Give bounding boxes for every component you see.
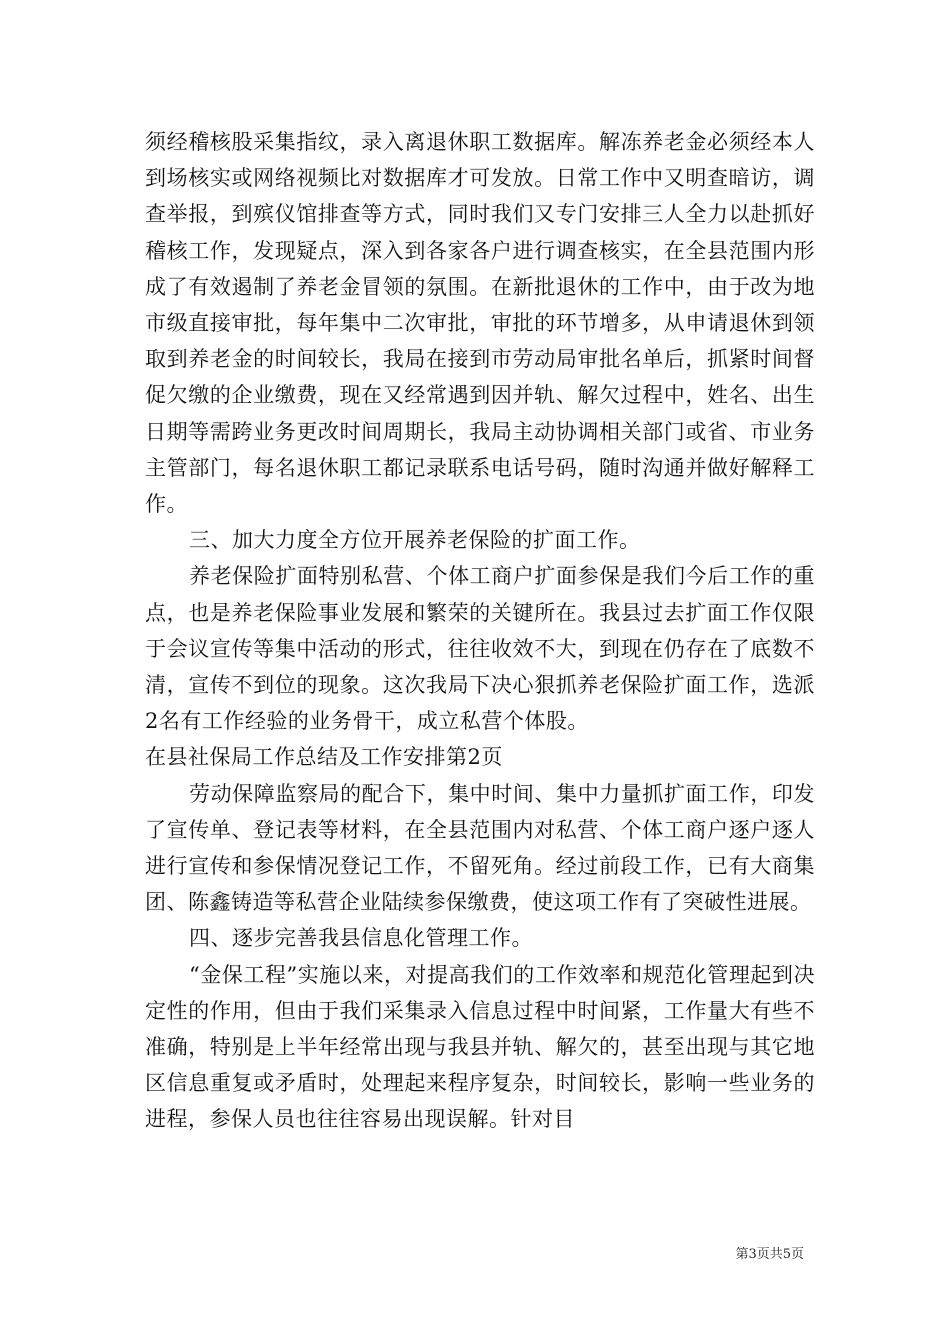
document-body (145, 124, 815, 1138)
paragraph-2: 养老保险扩面特别私营、个体工商户扩面参保是我们今后工作的重点，也是养老保险事业发展和繁荣的关键所在。我县过去扩面工作仅限于会议宣传等集中活动的形式，往往收效不大，到现在仍存在了底数不清，宣传不到位的现象。这次我局下决心狠抓养老保险扩面工作，选派2名有工作经验的业务骨干，成立私营个体股。 (145, 564, 815, 734)
page-break-title: 在县社保局工作总结及工作安排第2页 (145, 745, 503, 770)
page-number-footer: 第3页共5页 (735, 1247, 804, 1262)
section-heading-3: 三、加大力度全方位开展养老保险的扩面工作。 (189, 528, 641, 553)
paragraph-1: 须经稽核股采集指纹，录入离退休职工数据库。解冻养老金必须经本人到场核实或网络视频比对数据库才可发放。日常工作中又明查暗访，调查举报，到殡仪馆排查等方式，同时我们又专门安排三人全力以赴抓好稽核工作，发现疑点，深入到各家各户进行调查核实，在全县范围内形成了有效遏制了养老金冒领的氛围。在新批退休的工作中，由于改为地市级直接审批，每年集中二次审批，审批的环节增多，从申请退休到领取到养老金的时间较长，我局在接到市劳动局审批名单后，抓紧时间督促欠缴的企业缴费，现在又经常遇到因并轨、解欠过程中，姓名、出生日期等需跨业务更改时间周期长，我局主动协调相关部门或省、市业务主管部门，每名退休职工都记录联系电话号码，随时沟通并做好解释工作。 (145, 130, 815, 517)
section-heading-4: 四、逐步完善我县信息化管理工作。 (189, 926, 533, 951)
paragraph-4: “金保工程”实施以来，对提高我们的工作效率和规范化管理起到决定性的作用，但由于我们采集录入信息过程中时间紧，工作量大有些不准确，特别是上半年经常出现与我县并轨、解欠的，甚至出现与其它地区信息重复或矛盾时，处理起来程序复杂，时间较长，影响一些业务的进程，参保人员也往往容易出现误解。针对目 (145, 962, 815, 1132)
paragraph-3: 劳动保障监察局的配合下，集中时间、集中力量抓扩面工作，印发了宣传单、登记表等材料，在全县范围内对私营、个体工商户逐户逐人进行宣传和参保情况登记工作，不留死角。经过前段工作，已有大商集团、陈鑫铸造等私营企业陆续参保缴费，使这项工作有了突破性进展。 (145, 781, 815, 915)
